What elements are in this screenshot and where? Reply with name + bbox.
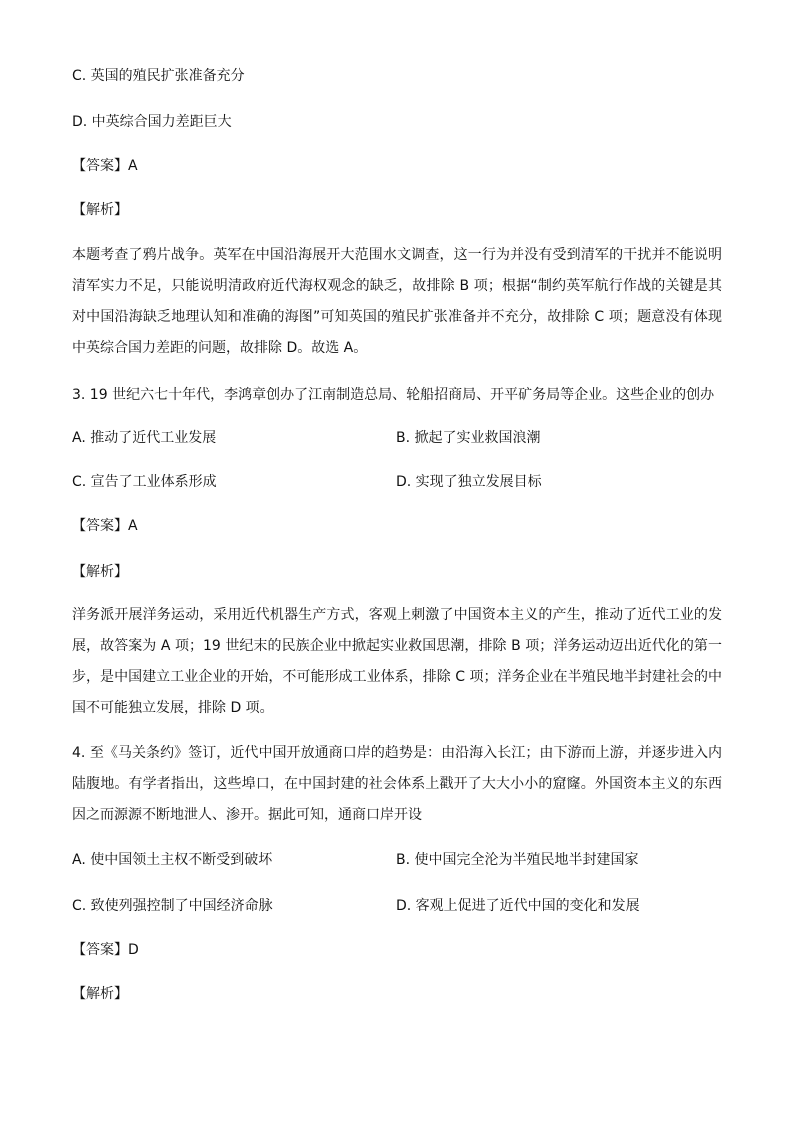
q4-option-b: B. 使中国完全沦为半殖民地半封建国家 (396, 852, 639, 868)
q3-answer: 【答案】A (72, 518, 138, 534)
q3-analysis-text: 洋务派开展洋务运动，采用近代机器生产方式，客观上刺激了中国资本主义的产生，推动了近代工业的发展，故答案为 A 项；19 世纪末的民族企业中掀起实业救国思潮，排除 B 项；洋务运动迈出近代化的第一步，是中国建立工业企业的开始，不可能形成工业体系，排除 C 项；洋务企业在半殖民地半封建社会的中国不可能独立发展，排除 D 项。 (72, 607, 722, 716)
q4-analysis-label: 【解析】 (72, 986, 128, 1002)
q3-option-b: B. 掀起了实业救国浪潮 (396, 430, 541, 446)
q2-analysis-text: 本题考查了鸦片战争。英军在中国沿海展开大范围水文调查，这一行为并没有受到清军的干扰并不能说明清军实力不足，只能说明清政府近代海权观念的缺乏，故排除 B 项；根据“制约英军航行作战的关键是其对中国沿海缺乏地理认知和准确的海图”可知英国的殖民扩张准备并不充分，故排除 C 项；题意没有体现中英综合国力差距的问题，故排除 D。故选 A。 (72, 247, 722, 356)
q4-answer: 【答案】D (72, 942, 139, 958)
q2-option-d: D. 中英综合国力差距巨大 (72, 114, 232, 130)
q2-analysis-label: 【解析】 (72, 202, 128, 218)
q4-stem: 4. 至《马关条约》签订，近代中国开放通商口岸的趋势是：由沿海入长江；由下游而上游，并逐步进入内陆腹地。有学者指出，这些埠口，在中国封建的社会体系上戳开了大大小小的窟窿。外国资本主义的东西因之而源源不断地泄人、渗开。据此可知，通商口岸开设 (72, 745, 722, 823)
q2-option-c: C. 英国的殖民扩张准备充分 (72, 68, 245, 84)
q3-stem: 3. 19 世纪六七十年代，李鸿章创办了江南制造总局、轮船招商局、开平矿务局等企业。这些企业的创办 (72, 387, 715, 403)
q3-option-c: C. 宣告了工业体系形成 (72, 474, 217, 490)
q3-analysis-label: 【解析】 (72, 564, 128, 580)
q4-option-d: D. 客观上促进了近代中国的变化和发展 (396, 898, 640, 914)
q2-answer: 【答案】A (72, 158, 138, 174)
q3-option-d: D. 实现了独立发展目标 (396, 474, 542, 490)
q3-option-a: A. 推动了近代工业发展 (72, 430, 217, 446)
q4-option-c: C. 致使列强控制了中国经济命脉 (72, 898, 273, 914)
q4-option-a: A. 使中国领土主权不断受到破坏 (72, 852, 273, 868)
